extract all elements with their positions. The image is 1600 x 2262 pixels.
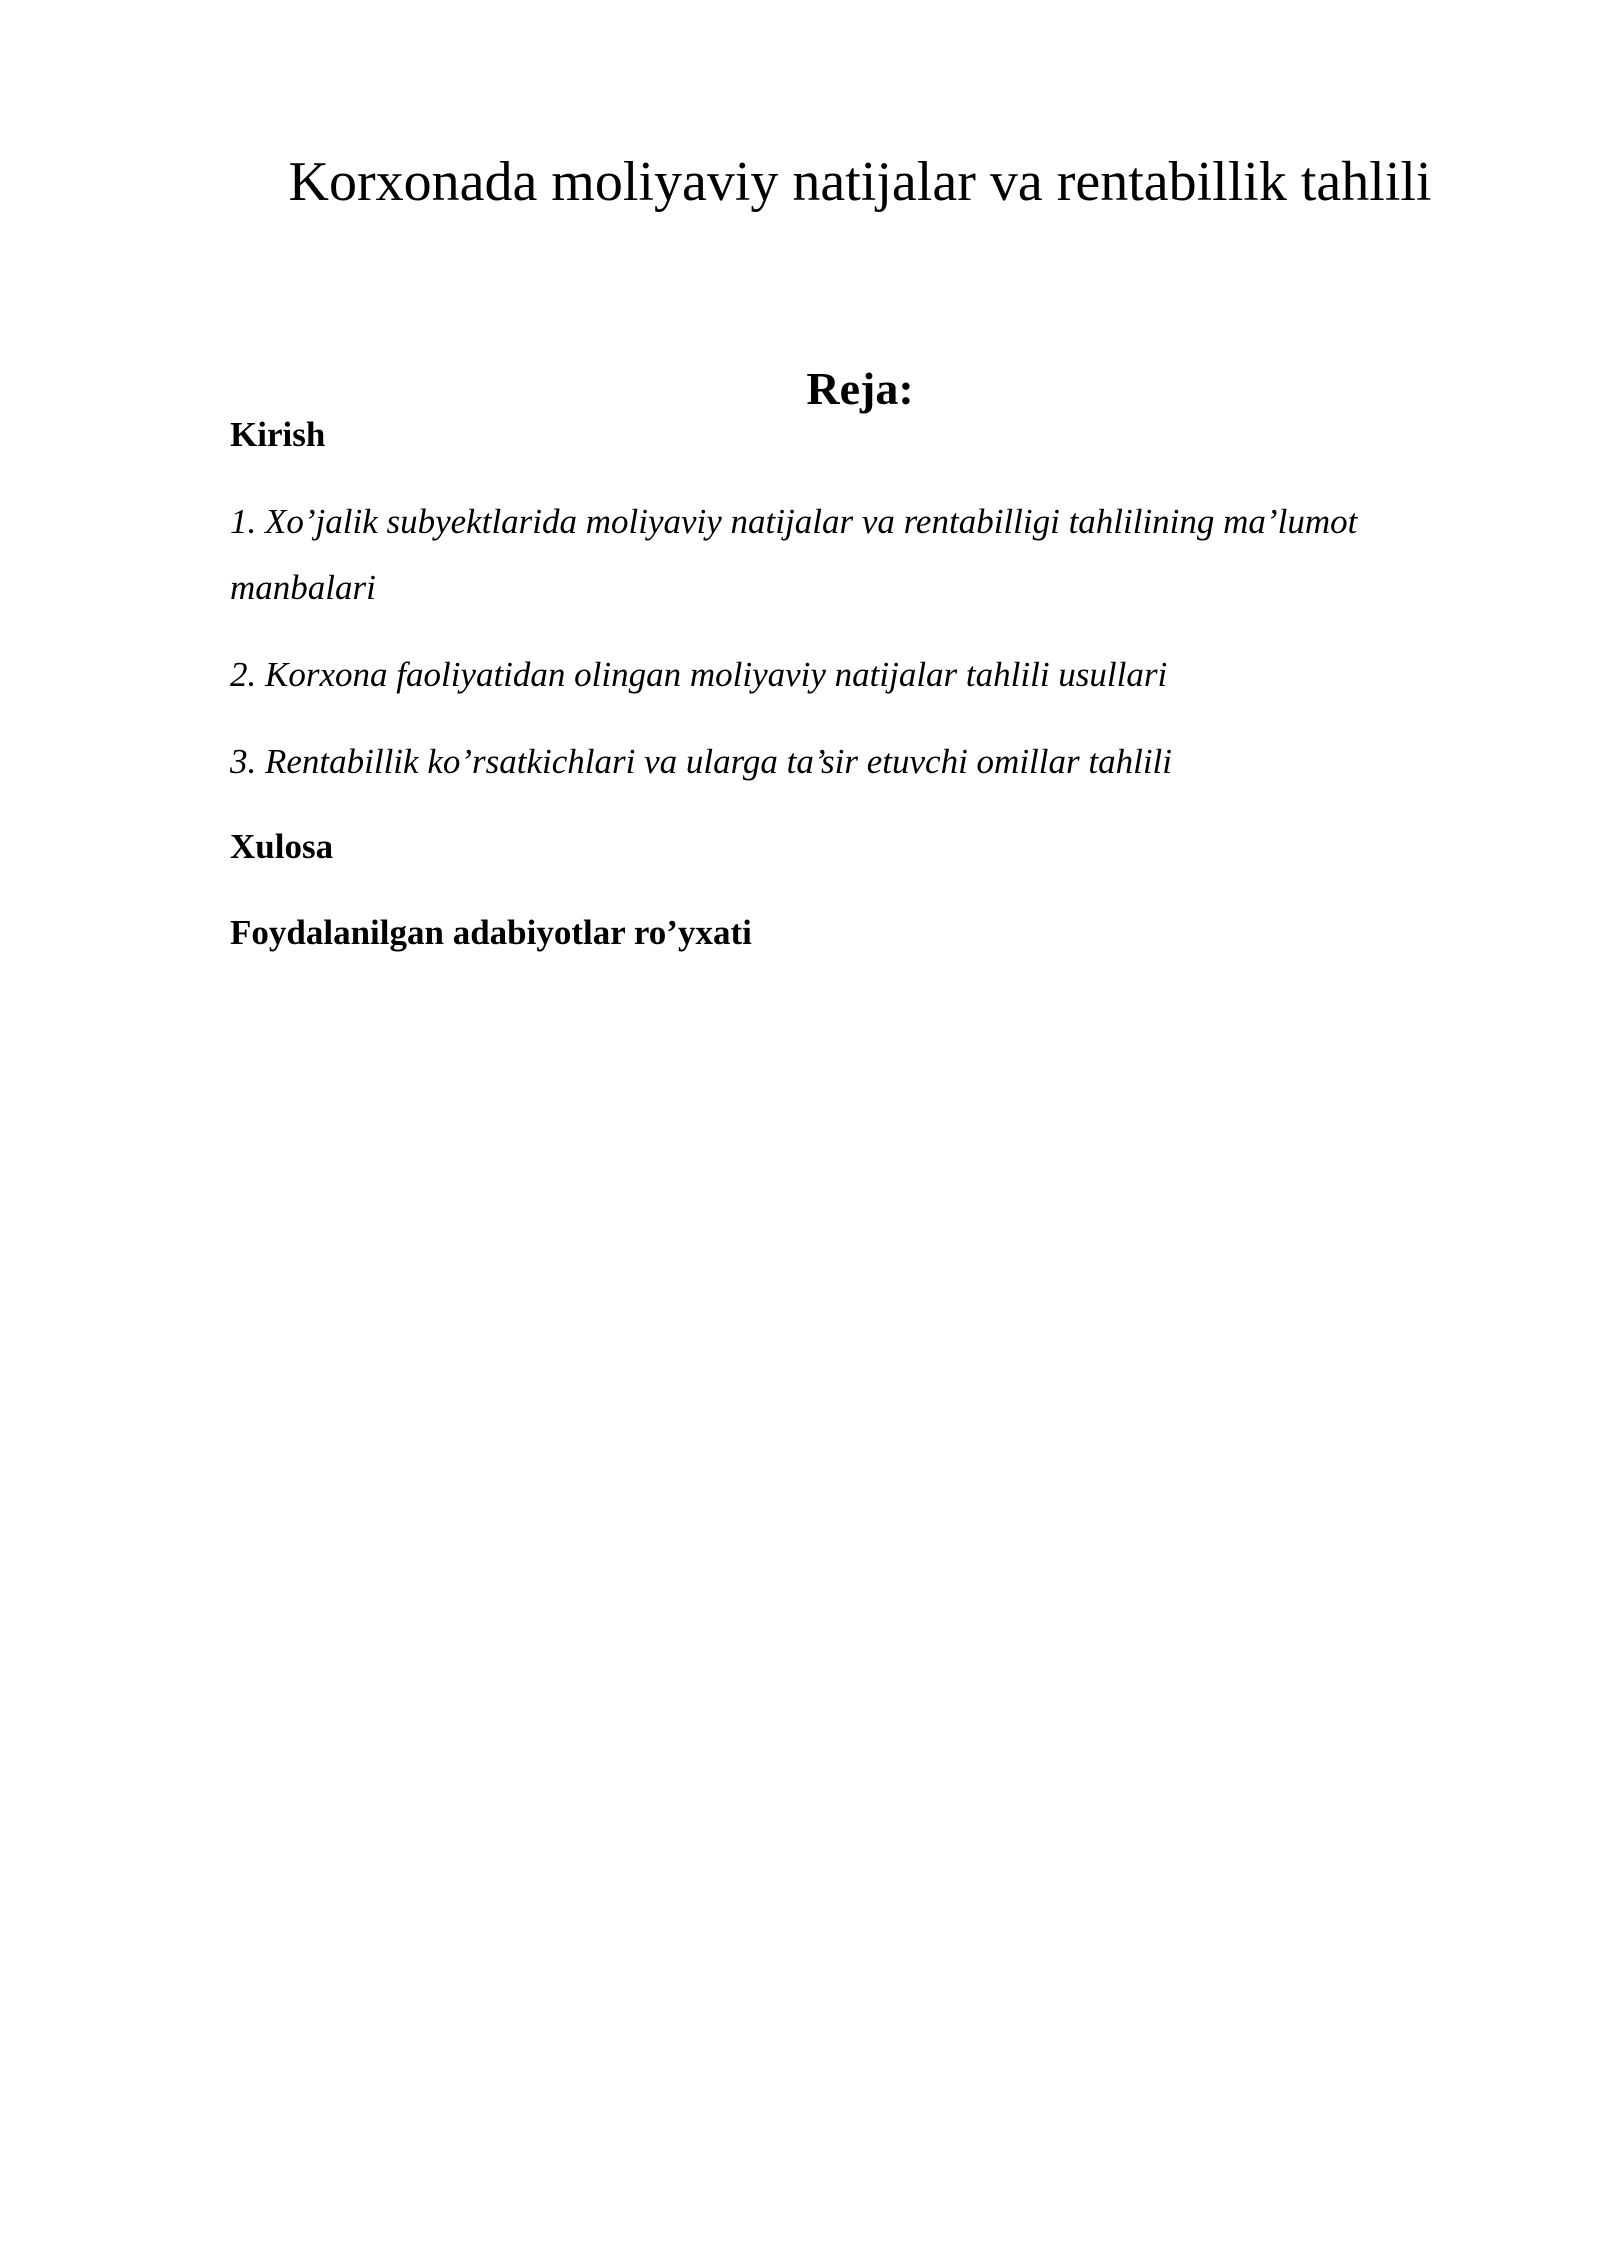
- toc-conclusion: Xulosa: [230, 827, 334, 866]
- document-title: Korxonada moliyaviy natijalar va rentabillik tahlili: [288, 151, 1432, 213]
- toc-item-2: 2. Korxona faoliyatidan olingan moliyaviy natijalar tahlili usullari: [230, 655, 1168, 694]
- toc-intro: Kirish: [230, 415, 326, 454]
- toc-references: Foydalanilgan adabiyotlar ro’yxati: [230, 913, 752, 952]
- toc-item-1-line-2: manbalari: [230, 568, 376, 607]
- toc-item-1-line-1: 1. Xo’jalik subyektlarida moliyaviy natijalar va rentabilligi tahlilining ma’lumot: [230, 502, 1358, 541]
- toc-item-3: 3. Rentabillik ko’rsatkichlari va ularga ta’sir etuvchi omillar tahlili: [230, 742, 1172, 781]
- plan-heading: Reja:: [806, 363, 914, 414]
